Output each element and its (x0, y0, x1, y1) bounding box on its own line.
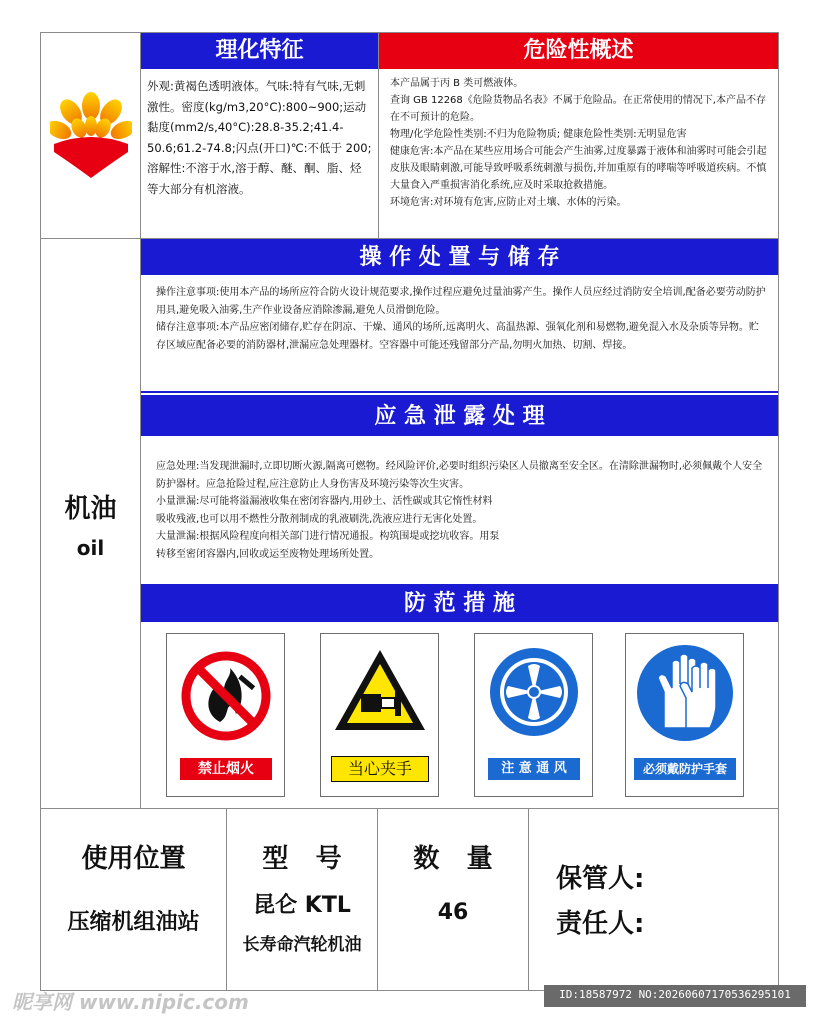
sign-ventilation (474, 633, 593, 797)
keeper-label: 保管人: (556, 864, 645, 894)
sign-no-fire (166, 633, 285, 797)
hazard-line: 健康危害:本产品在某些应用场合可能会产生油雾,过度暴露于液体和油雾时可能会引起皮肤及眼睛刺激,可能导致呼吸系统刺激与损伤,并加重原有的哮喘等呼吸道疾病。不慎大量食入严重损害消化系统,应及时采取抢救措施。 (390, 146, 767, 191)
responsible-label: 责任人: (556, 909, 645, 939)
model-value: 昆仑 KTL (253, 893, 351, 918)
emergency-line: 大量泄漏:根据风险程度向相关部门进行情况通报。构筑围堤或挖坑收容。用泵 (156, 531, 500, 542)
sign-gloves (625, 633, 744, 797)
gloves-icon (634, 642, 736, 744)
physical-text: 外观:黄褐色透明液体。气味:特有气味,无刺激性。密度(kg/m3,20°C):800~900;运动黏度(mm2/s,40°C):28.8-35.2;41.4-50.6;61.2-74.8;闪点(开口)℃:不低于 200;溶解性:不溶于水,溶于醇、醚、酮、脂、烃等大部分有机溶液。 (147, 79, 372, 196)
emergency-line: 吸收残液,也可以用不燃性分散剂制成的乳液刷洗,洗液应进行无害化处置。 (156, 513, 483, 525)
hazard-line: 物理/化学危险性类别:不归为危险物质; 健康危险性类别:无明显危害 (390, 129, 687, 140)
pinch-warning-icon (331, 646, 429, 734)
qty-value: 46 (437, 900, 469, 925)
emergency-text (156, 458, 768, 563)
emergency-header: 应 急 泄 露 处 理 (141, 395, 778, 436)
emergency-bar (141, 391, 778, 393)
protection-header: 防 范 措 施 (141, 584, 778, 622)
emergency-line: 应急处理:当发现泄漏时,立即切断火源,隔离可燃物。经风险评价,必要时组织污染区人员撤离至安全区。在清除泄漏物时,必须佩戴个人安全防护器材。应急抢险过程,应注意防止人身伤害及环境污染等次生灾害。 (156, 461, 763, 490)
sign-label: 必须戴防护手套 (634, 758, 736, 780)
emergency-line: 小量泄漏:尽可能将溢漏液收集在密闭容器内,用砂土、活性碳或其它惰性材料 (156, 496, 493, 507)
logo-divider (40, 238, 141, 239)
hazard-text (390, 75, 770, 211)
hazard-line: 本产品属于丙 B 类可燃液体。 (390, 78, 524, 89)
sign-pinch (320, 633, 439, 797)
handling-line: 储存注意事项:本产品应密闭储存,贮存在阴凉、干燥、通风的场所,远离明火、高温热源、强氧化剂和易燃物,避免混入水及杂质等异物。贮存区域应配备必要的消防器材,泄漏应急处理器材。空容器中可能还残留部分产品,勿明火加热、切割、焊接。 (156, 322, 759, 351)
no-fire-icon (180, 650, 272, 742)
handling-line: 操作注意事项:使用本产品的场所应符合防火设计规范要求,操作过程应避免过量油雾产生。操作人员应经过消防安全培训,配备必要劳动防护用具,避免吸入油雾,生产作业设备应消除渗漏,避免人员滑倒危险。 (156, 287, 766, 316)
model-sub: 长寿命汽轮机油 (242, 935, 362, 955)
sign-label: 禁止烟火 (180, 758, 272, 780)
model-label: 型 号 (262, 844, 342, 874)
sign-label: 注 意 通 风 (488, 758, 580, 780)
product-name-cn: 机油 (64, 494, 117, 524)
watermark-left: 昵享网 www.nipic.com (12, 990, 249, 1014)
emergency-line: 转移至密闭容器内,回收或运至废物处理场所处置。 (156, 548, 380, 560)
hazard-line: 查询 GB 12268《危险货物品名表》不属于危险品。在正常使用的情况下,本产品不存在不可预计的危险。 (390, 95, 766, 123)
qty-label: 数 量 (413, 844, 493, 874)
handling-text (156, 284, 768, 354)
hazard-line: 环境危害:对环境有危害,应防止对土壤、水体的污染。 (390, 197, 627, 208)
ventilation-icon (488, 646, 580, 738)
location-label: 使用位置 (81, 844, 186, 874)
bottom-top-line (40, 808, 779, 809)
location-value: 压缩机组油站 (67, 910, 200, 935)
watermark-right: ID:18587972 NO:20260607170536295101 (559, 988, 791, 1001)
handling-header: 操 作 处 置 与 储 存 (141, 239, 778, 275)
hazard-header: 危险性概述 (379, 33, 778, 69)
physical-header: 理化特征 (141, 33, 378, 69)
company-logo (50, 92, 132, 178)
bottom-div-3 (528, 808, 529, 991)
product-name-en: oil (76, 536, 105, 560)
sign-label: 当心夹手 (331, 756, 429, 782)
